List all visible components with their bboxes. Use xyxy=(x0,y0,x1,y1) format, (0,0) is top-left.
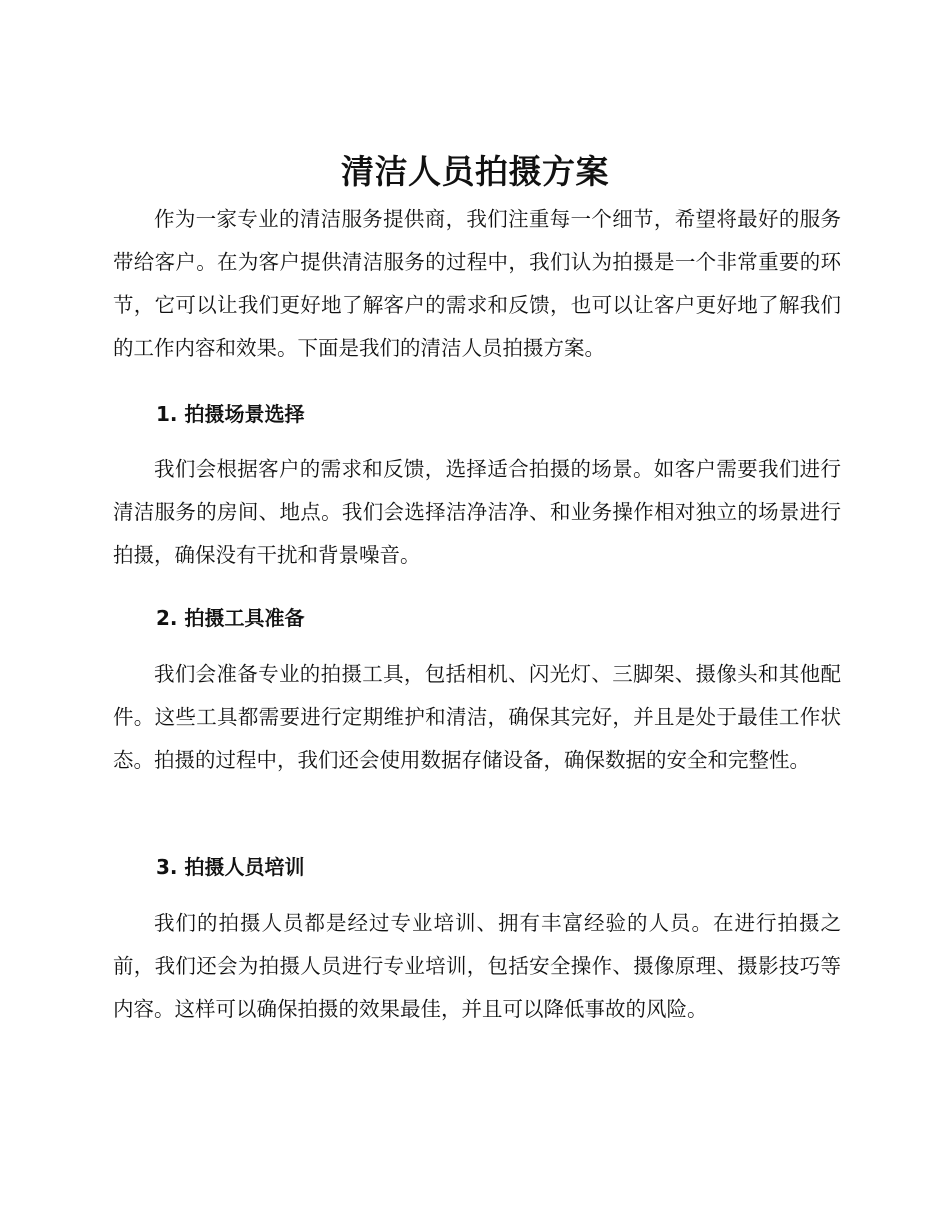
section-body-scene: 我们会根据客户的需求和反馈，选择适合拍摄的场景。如客户需要我们进行清洁服务的房间、地点。我们会选择洁净洁净、和业务操作相对独立的场景进行拍摄，确保没有干扰和背景噪音。 xyxy=(113,457,841,567)
section-body-training: 我们的拍摄人员都是经过专业培训、拥有丰富经验的人员。在进行拍摄之前，我们还会为拍摄人员进行专业培训，包括安全操作、摄像原理、摄影技巧等内容。这样可以确保拍摄的效果最佳，并且可以降低事故的风险。 xyxy=(113,911,841,1021)
document-title: 清洁人员拍摄方案 xyxy=(341,152,609,191)
intro-paragraph: 作为一家专业的清洁服务提供商，我们注重每一个细节，希望将最好的服务带给客户。在为客户提供清洁服务的过程中，我们认为拍摄是一个非常重要的环节，它可以让我们更好地了解客户的需求和反馈，也可以让客户更好地了解我们的工作内容和效果。下面是我们的清洁人员拍摄方案。 xyxy=(113,207,841,360)
section-body-tools: 我们会准备专业的拍摄工具，包括相机、闪光灯、三脚架、摄像头和其他配件。这些工具都需要进行定期维护和清洁，确保其完好，并且是处于最佳工作状态。拍摄的过程中，我们还会使用数据存储设备，确保数据的安全和完整性。 xyxy=(113,662,841,772)
section-heading-scene: 1. 拍摄场景选择 xyxy=(156,402,305,426)
section-heading-tools: 2. 拍摄工具准备 xyxy=(156,606,305,630)
section-heading-training: 3. 拍摄人员培训 xyxy=(156,855,305,879)
